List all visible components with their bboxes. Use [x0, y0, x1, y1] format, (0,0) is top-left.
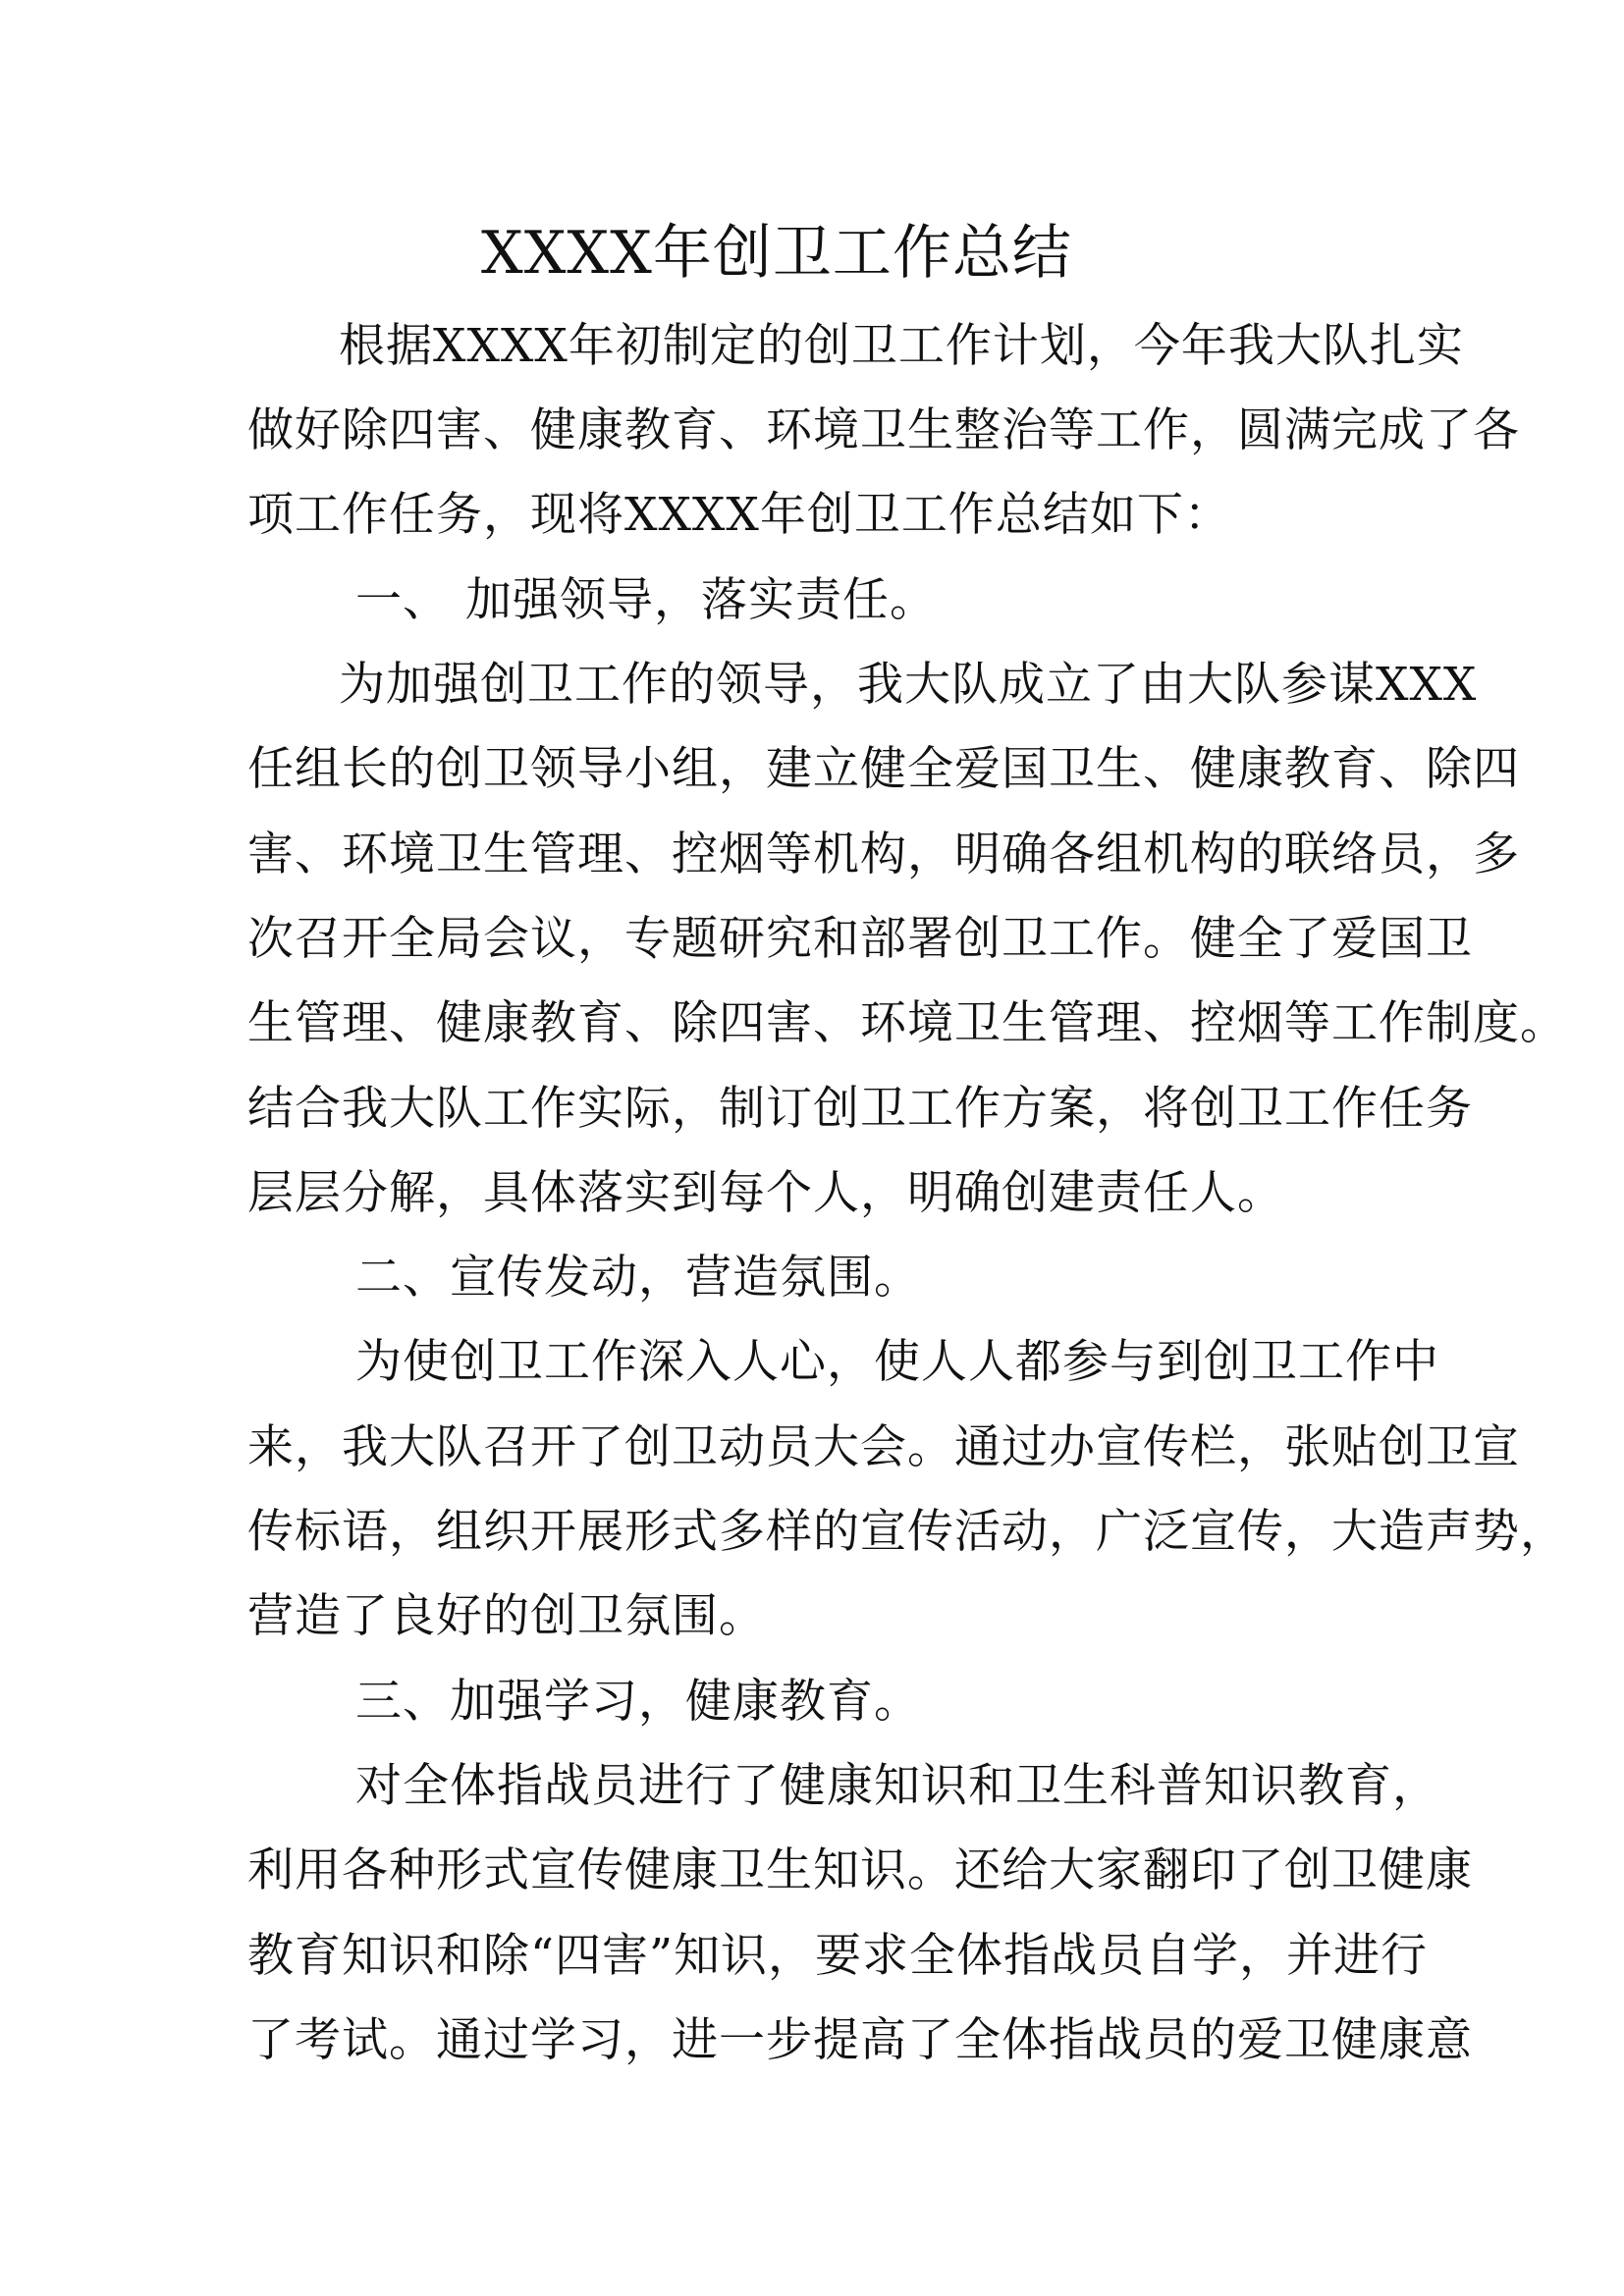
paragraph-line: 来，我大队召开了创卫动员大会。通过办宣传栏，张贴创卫宣 [247, 1420, 1520, 1474]
paragraph-line: 生管理、健康教育、除四害、环境卫生管理、控烟等工作制度。 [247, 996, 1567, 1050]
paragraph-line: 根据XXXX年初制定的创卫工作计划，今年我大队扎实 [339, 319, 1464, 373]
paragraph-line: 层层分解，具体落实到每个人，明确创建责任人。 [247, 1166, 1284, 1220]
paragraph-line: 害、环境卫生管理、控烟等机构，明确各组机构的联络员，多 [247, 828, 1520, 881]
paragraph-line: 结合我大队工作实际，制订创卫工作方案，将创卫工作任务 [247, 1082, 1473, 1136]
paragraph-line: 为使创卫工作深入人心，使人人都参与到创卫工作中 [355, 1335, 1439, 1389]
document-title: XXXX年创卫工作总结 [481, 219, 1072, 288]
paragraph-line: 营造了良好的创卫氛围。 [247, 1589, 766, 1643]
section-heading: 一、 加强领导，落实责任。 [355, 573, 937, 627]
paragraph-line: 任组长的创卫领导小组，建立健全爱国卫生、健康教育、除四 [247, 742, 1520, 796]
paragraph-line: 为加强创卫工作的领导，我大队成立了由大队参谋XXX [339, 658, 1478, 712]
section-heading: 二、宣传发动，营造氛围。 [355, 1251, 921, 1305]
paragraph-line: 利用各种形式宣传健康卫生知识。还给大家翻印了创卫健康 [247, 1843, 1473, 1897]
paragraph-line: 项工作任务，现将XXXX年创卫工作总结如下： [247, 488, 1231, 542]
section-heading: 三、加强学习，健康教育。 [355, 1675, 921, 1729]
paragraph-line: 教育知识和除“四害”知识，要求全体指战员自学，并进行 [247, 1929, 1429, 1983]
paragraph-line: 做好除四害、健康教育、环境卫生整治等工作，圆满完成了各 [247, 403, 1520, 457]
paragraph-line: 次召开全局会议，专题研究和部署创卫工作。健全了爱国卫 [247, 912, 1473, 966]
paragraph-line: 对全体指战员进行了健康知识和卫生科普知识教育， [355, 1759, 1439, 1813]
paragraph-line: 传标语，组织开展形式多样的宣传活动，广泛宣传，大造声势， [247, 1505, 1567, 1559]
paragraph-line: 了考试。通过学习，进一步提高了全体指战员的爱卫健康意 [247, 2013, 1473, 2067]
